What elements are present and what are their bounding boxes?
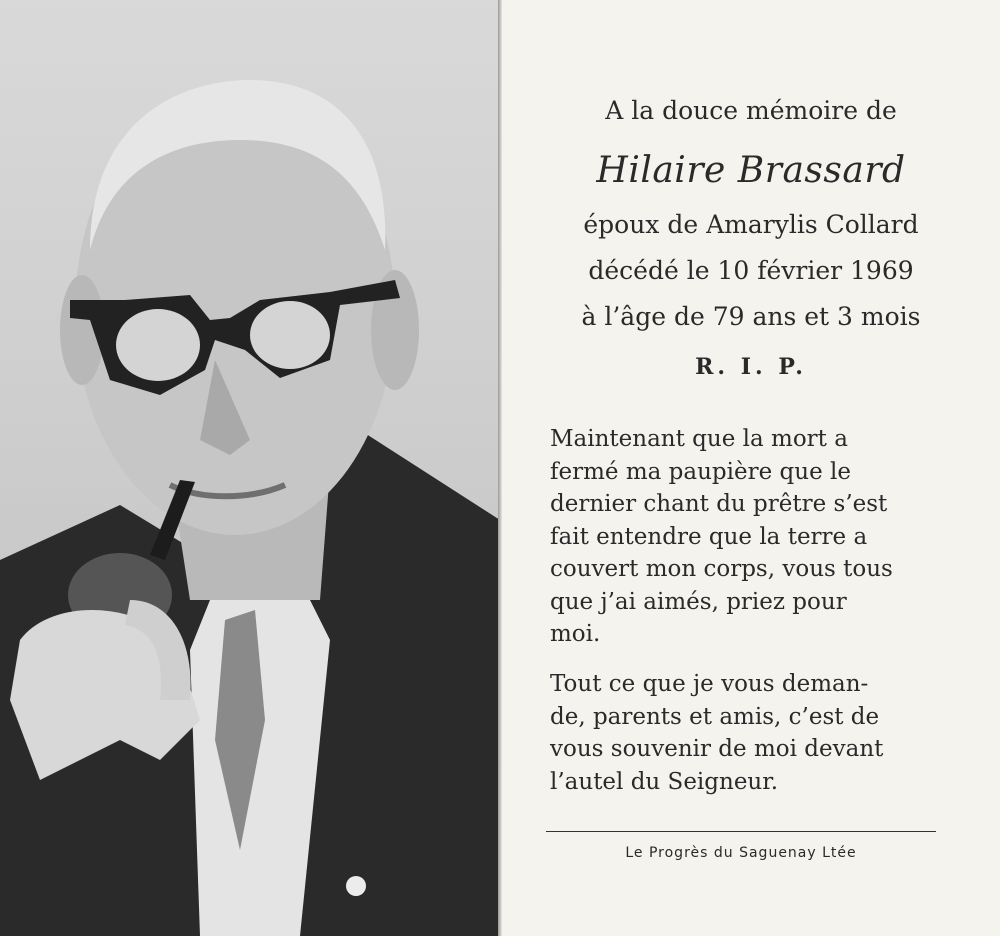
prayer-paragraph-1	[550, 423, 970, 651]
deceased-name: Hilaire Brassard	[596, 150, 906, 191]
prayer-line: Maintenant que la mort a	[550, 426, 848, 452]
prayer-line: fermé ma paupière que le	[550, 458, 851, 485]
prayer-line: Tout ce que je vous deman-	[550, 671, 869, 697]
prayer-line: moi.	[550, 621, 601, 647]
prayer-line: que j’ai aimés, priez pour	[550, 588, 847, 615]
prayer-line: fait entendre que la terre a	[550, 523, 868, 550]
prayer-line: de, parents et amis, c’est de	[550, 703, 880, 730]
memorial-text-panel	[502, 0, 1000, 936]
spouse-line: époux de Amarylis Collard	[583, 210, 919, 239]
prayer-line: couvert mon corps, vous tous	[550, 556, 893, 582]
memorial-intro: A la douce mémoire de	[605, 96, 897, 125]
prayer-line: vous souvenir de moi devant	[550, 736, 884, 762]
prayer-line: dernier chant du prêtre s’est	[550, 491, 888, 517]
death-date-line: décédé le 10 février 1969	[588, 256, 914, 285]
prayer-line: l’autel du Seigneur.	[550, 768, 779, 795]
printer-credit: Le Progrès du Saguenay Ltée	[625, 845, 857, 861]
age-line: à l’âge de 79 ans et 3 mois	[581, 302, 921, 331]
prayer-paragraph-2	[550, 668, 970, 798]
footer-divider	[546, 831, 936, 832]
rip-text: R. I. P.	[695, 354, 807, 380]
